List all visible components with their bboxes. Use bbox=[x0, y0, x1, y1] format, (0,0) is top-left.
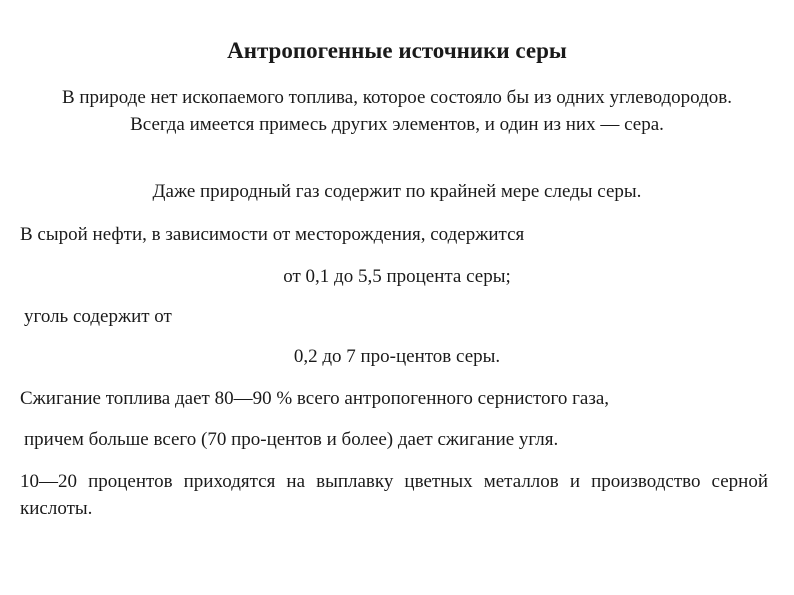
paragraph-coal-range: 0,2 до 7 про-центов серы. bbox=[293, 346, 501, 367]
paragraph-metals: 10—20 процентов приходятся на выплавку цветных металлов и производство серной кислоты. bbox=[20, 471, 768, 519]
paragraph-crude-oil: В сырой нефти, в зависимости от месторождения, содержится bbox=[20, 224, 525, 245]
paragraph-combustion: Сжигание топлива дает 80—90 % всего антропогенного сернистого газа, bbox=[20, 388, 610, 409]
paragraph-natural-gas: Даже природный газ содержит по крайней мере следы серы. bbox=[152, 181, 642, 202]
paragraph-intro: В природе нет ископаемого топлива, которое состояло бы из одних углеводородов. Всегда имеется примесь других элементов, и один из них — сера. bbox=[61, 87, 733, 135]
paragraph-coal-share: причем больше всего (70 про-центов и более) дает сжигание угля. bbox=[24, 429, 559, 450]
slide-title: Антропогенные источники серы bbox=[227, 38, 567, 63]
paragraph-coal: уголь содержит от bbox=[24, 306, 172, 327]
paragraph-oil-range: от 0,1 до 5,5 процента серы; bbox=[283, 266, 511, 287]
